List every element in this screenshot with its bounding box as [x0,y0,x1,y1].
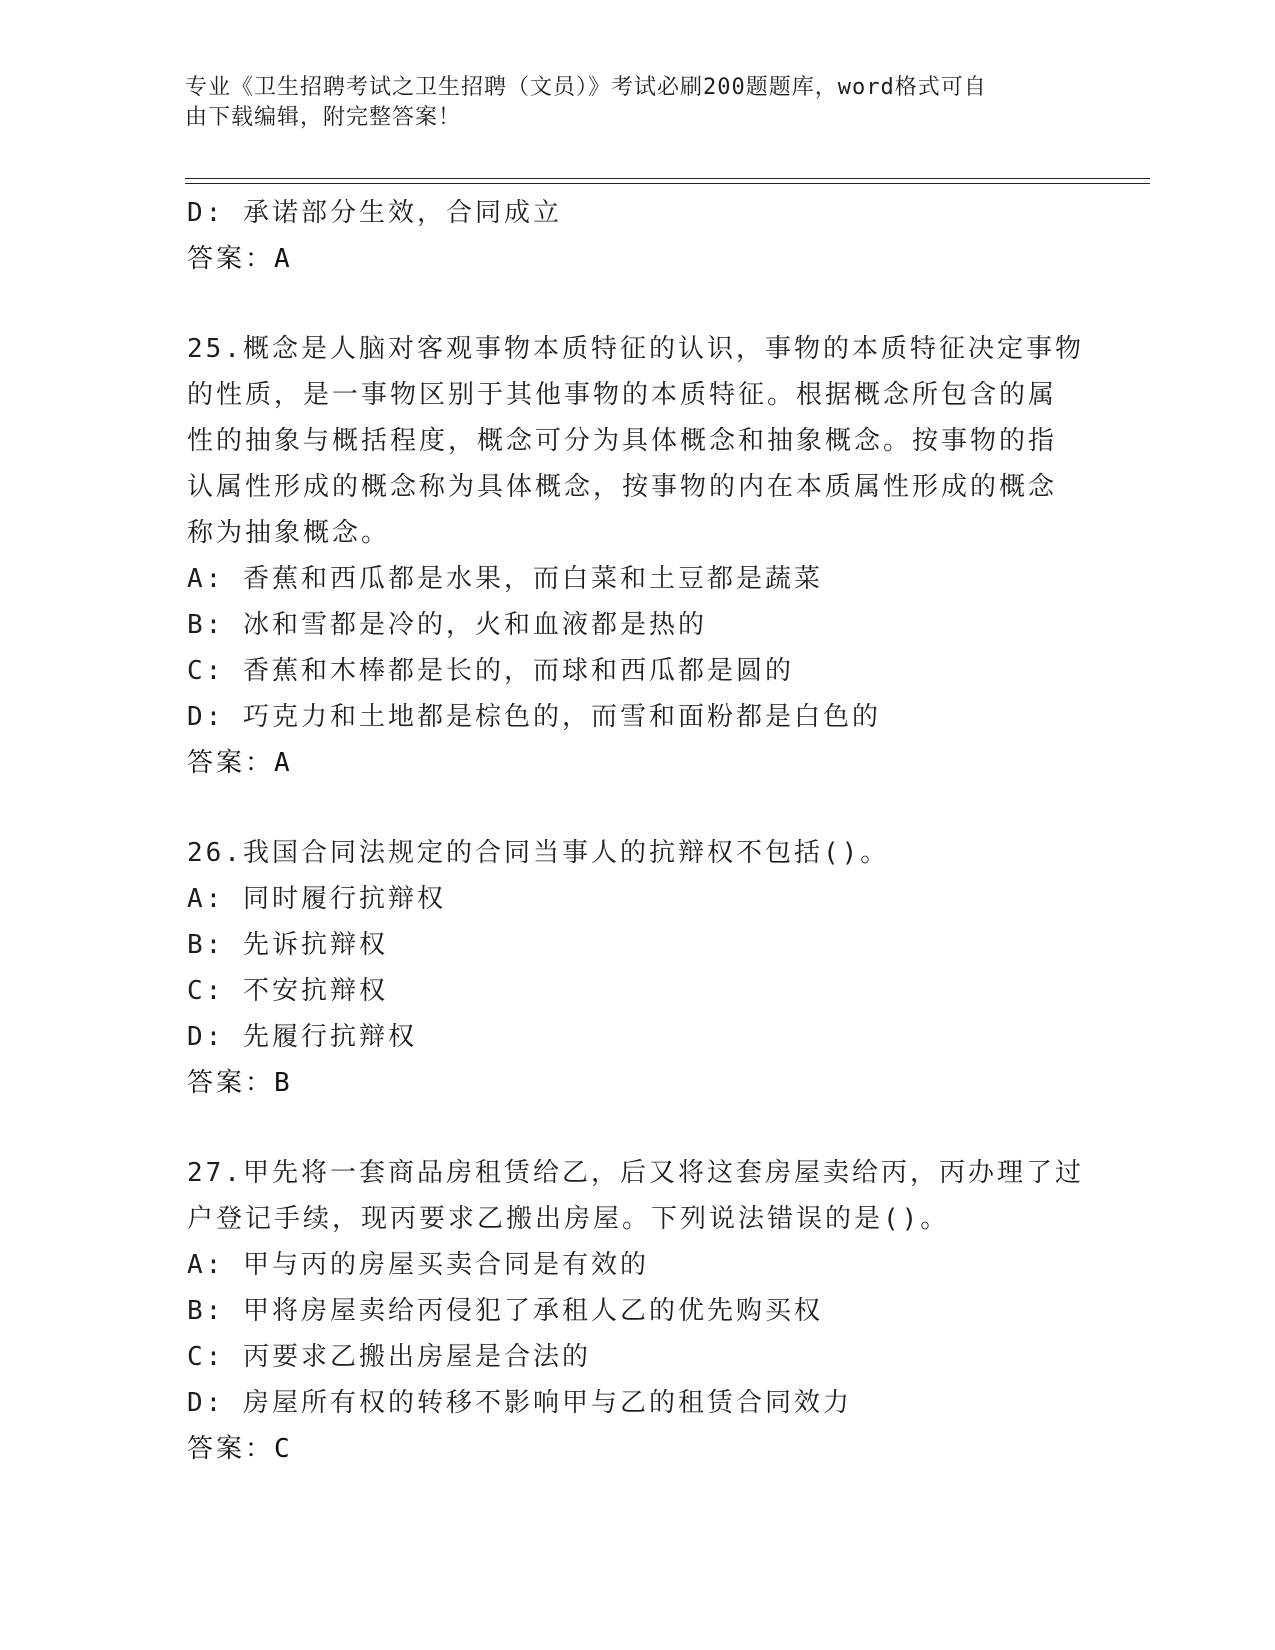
answer-value: B [274,1068,293,1098]
option-c: C: 不安抗辩权 [187,976,388,1006]
question-27 [187,1150,1087,1472]
question-stem-line: 26.我国合同法规定的合同当事人的抗辩权不包括()。 [187,838,890,868]
previous-question-fragment [187,190,1087,282]
header-divider-top [185,178,1150,179]
question-stem-line: 户登记手续，现丙要求乙搬出房屋。下列说法错误的是()。 [187,1204,950,1234]
answer-line [187,740,1087,786]
option-a: A: 甲与丙的房屋买卖合同是有效的 [187,1250,649,1280]
answer-value: A [274,748,293,778]
question-stem-line: 25.概念是人脑对客观事物本质特征的认识，事物的本质特征决定事物 [187,334,1084,364]
option-c: C: 香蕉和木棒都是长的，而球和西瓜都是圆的 [187,656,794,686]
question-stem-line: 27.甲先将一套商品房租赁给乙，后又将这套房屋卖给丙，丙办理了过 [187,1158,1084,1188]
answer-line [187,1060,1087,1106]
option-d: D: 承诺部分生效，合同成立 [187,198,562,228]
answer-label: 答案： [187,1068,275,1098]
option-b: B: 甲将房屋卖给丙侵犯了承租人乙的优先购买权 [187,1296,823,1326]
answer-label: 答案： [187,1434,275,1464]
answer-line [187,236,1087,282]
option-a: A: 同时履行抗辩权 [187,884,446,914]
question-26 [187,830,1087,1106]
header-divider-bottom [185,183,1150,184]
option-b: B: 冰和雪都是冷的，火和血液都是热的 [187,610,707,640]
document-body [187,190,1087,1516]
question-25 [187,326,1087,786]
answer-label: 答案： [187,748,275,778]
question-stem-line: 认属性形成的概念称为具体概念，按事物的内在本质属性形成的概念 [187,472,1058,502]
option-d: D: 房屋所有权的转移不影响甲与乙的租赁合同效力 [187,1388,852,1418]
answer-value: A [274,244,293,274]
question-stem-line: 的性质，是一事物区别于其他事物的本质特征。根据概念所包含的属 [187,380,1058,410]
answer-line [187,1426,1087,1472]
option-d: D: 巧克力和土地都是棕色的，而雪和面粉都是白色的 [187,702,881,732]
option-d: D: 先履行抗辩权 [187,1022,417,1052]
question-stem-line: 称为抽象概念。 [187,518,391,548]
header-line-2: 由下载编辑，附完整答案！ [185,105,462,130]
option-b: B: 先诉抗辩权 [187,930,388,960]
option-c: C: 丙要求乙搬出房屋是合法的 [187,1342,591,1372]
question-stem-line: 性的抽象与概括程度，概念可分为具体概念和抽象概念。按事物的指 [187,426,1058,456]
option-a: A: 香蕉和西瓜都是水果，而白菜和土豆都是蔬菜 [187,564,823,594]
answer-value: C [274,1434,293,1464]
answer-label: 答案： [187,244,275,274]
header-line-1: 专业《卫生招聘考试之卫生招聘（文员）》考试必刷200题题库，word格式可自 [185,75,987,100]
document-header [185,73,1065,133]
